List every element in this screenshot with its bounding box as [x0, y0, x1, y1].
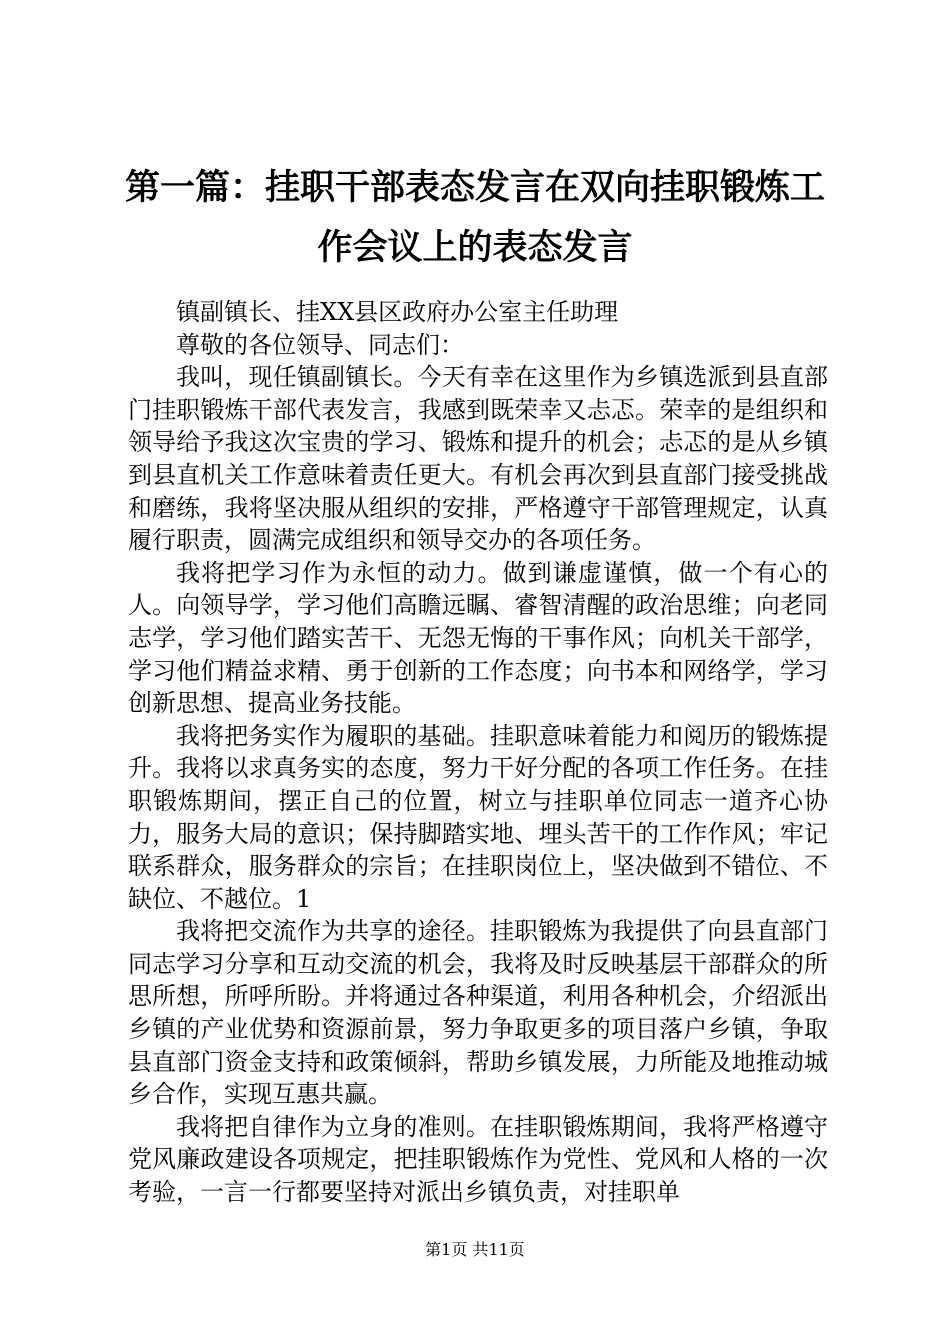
salutation: 尊敬的各位领导、同志们： [176, 330, 464, 359]
document-title-line-2: 作会议上的表态发言 [317, 228, 633, 268]
body-paragraph: 我叫，现任镇副镇长。今天有幸在这里作为乡镇选派到县直部门挂职锻炼干部代表发言，我感到既荣幸又忐忑。荣幸的是组织和领导给予我这次宝贵的学习、锻炼和提升的机会；忐忑的是从乡镇到县直机关工作意味着责任更大。有机会再次到县直部门接受挑战和磨练，我将坚决服从组织的安排，严格遵守干部管理规定，认真履行职责，圆满完成组织和领导交办的各项任务。 [128, 363, 828, 555]
body-paragraph: 我将把学习作为永恒的动力。做到谦虚谨慎，做一个有心的人。向领导学，学习他们高瞻远瞩、睿智清醒的政治思维；向老同志学，学习他们踏实苦干、无怨无悔的干事作风；向机关干部学，学习他们精益求精、勇于创新的工作态度；向书本和网络学，学习创新思想、提高业务技能。 [128, 558, 828, 718]
body-paragraph: 我将把自律作为立身的准则。在挂职锻炼期间，我将严格遵守党风廉政建设各项规定，把挂职锻炼作为党性、党风和人格的一次考验，一言一行都要坚持对派出乡镇负责，对挂职单 [128, 1112, 828, 1207]
body-paragraph: 我将把务实作为履职的基础。挂职意味着能力和阅历的锻炼提升。我将以求真务实的态度，努力干好分配的各项工作任务。在挂职锻炼期间，摆正自己的位置，树立与挂职单位同志一道齐心协力，服务大局的意识；保持脚踏实地、埋头苦干的工作作风；牢记联系群众，服务群众的宗旨；在挂职岗位上，坚决做到不错位、不缺位、不越位。1 [128, 721, 828, 913]
page-number-footer: 第1页 共11页 [425, 1240, 525, 1259]
document-body [128, 296, 828, 1209]
document-title-line-1: 第一篇：挂职干部表态发言在双向挂职锻炼工 [124, 168, 825, 208]
body-paragraph: 我将把交流作为共享的途径。挂职锻炼为我提供了向县直部门同志学习分享和互动交流的机会，我将及时反映基层干部群众的所思所想，所呼所盼。并将通过各种渠道，利用各种机会，介绍派出乡镇的产业优势和资源前景，努力争取更多的项目落户乡镇，争取县直部门资金支持和政策倾斜，帮助乡镇发展，力所能及地推动城乡合作，实现互惠共赢。 [128, 917, 828, 1109]
author-line: 镇副镇长、挂XX县区政府办公室主任助理 [176, 298, 619, 326]
